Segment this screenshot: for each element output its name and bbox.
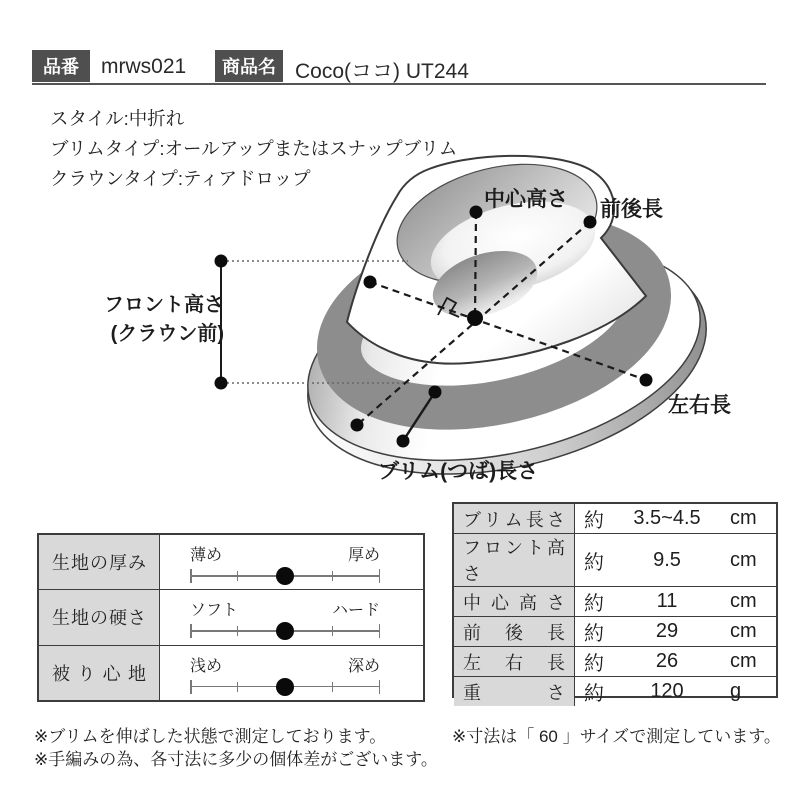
slider-max-label: 深め [347,657,380,675]
footnote-handmade-variance: ※手編みの為、各寸法に多少の個体差がございます。 [34,750,438,769]
item-number-value: mrws021 [101,55,187,78]
spec-style: スタイル:中折れ [50,108,185,129]
label-center-height: 中心高さ [484,188,568,211]
feel-row-label: 被り心地 [39,646,160,700]
footnote-size-60: ※寸法は「 60 」サイズで測定しています。 [452,727,781,746]
feel-row-stiffness [39,590,423,645]
label-brim-length: ブリム(つば)長さ [378,460,539,483]
slider-ruler [190,568,380,584]
label-front-height [74,291,224,349]
size-row-value: 約 120 g [584,680,742,705]
size-row-label: 前後長 [454,617,575,646]
slider-ruler [190,679,380,695]
feel-row-fit [39,646,423,700]
feel-row-thickness [39,535,423,590]
size-row-value: 約 26 cm [584,650,757,675]
item-number-badge: 品番 [32,50,90,82]
label-front-height-line2: (クラウン前) [110,323,224,345]
size-row-label: 重さ [454,677,575,706]
feel-table [37,533,425,702]
size-table [452,502,778,705]
size-row-center-height [454,587,776,617]
size-row-value: 約 3.5~4.5 cm [584,507,757,532]
spec-crown-type: クラウンタイプ:ティアドロップ [50,168,311,189]
stiffness-slider [160,590,423,644]
slider-dot [276,678,294,696]
size-row-value: 約 11 cm [584,590,757,615]
label-left-right-length: 左右長 [668,394,731,417]
size-row-value: 約 29 cm [584,620,757,645]
label-front-back-length: 前後長 [600,198,663,221]
slider-min-label: 薄め [190,547,223,564]
footnote-brim-measured: ※ブリムを伸ばした状態で測定しております。 [34,727,387,746]
fit-slider [160,646,423,700]
size-row-label: 左右長 [454,647,575,676]
size-row-weight [454,677,776,706]
size-row-label: ブリム長さ [454,504,575,533]
slider-max-label: ハード [331,602,380,620]
feel-row-label: 生地の硬さ [39,590,160,644]
product-name-badge: 商品名 [215,50,283,82]
size-row-front-back [454,617,776,647]
size-row-brim [454,504,776,534]
size-row-label: フロント高さ [454,534,575,586]
slider-min-label: ソフト [190,602,239,620]
slider-max-label: 厚め [347,547,380,564]
spec-brim-type: ブリムタイプ:オールアップまたはスナップブリム [50,138,458,159]
thickness-slider [160,535,423,589]
slider-dot [276,567,294,585]
product-name-value: Coco(ココ) UT244 [295,60,469,83]
size-row-left-right [454,647,776,677]
center-height-line [475,212,476,318]
slider-min-label: 浅め [190,657,223,675]
feel-row-label: 生地の厚み [39,535,160,589]
slider-ruler [190,623,380,639]
size-row-front-height [454,534,776,587]
size-row-label: 中心高さ [454,587,575,616]
size-row-value: 約 9.5 cm [584,548,757,574]
slider-dot [276,622,294,640]
label-front-height-line1: フロント高さ [104,294,224,316]
